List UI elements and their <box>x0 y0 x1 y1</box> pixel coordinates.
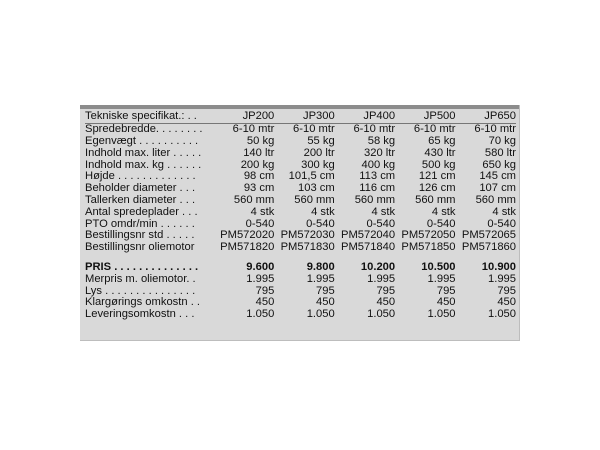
cell-value: 560 mm <box>354 194 396 207</box>
table-row <box>85 309 516 321</box>
cell-value: 320 ltr <box>364 146 396 159</box>
cell-value: PM572040 <box>340 229 396 242</box>
spec-table <box>85 110 516 321</box>
row-label: Lys . . . . . . . . . . . . . . . <box>85 284 196 297</box>
cell-value: 1.995 <box>246 272 275 285</box>
cell-value: 795 <box>497 284 516 297</box>
cell-value: 6-10 mtr <box>474 123 516 136</box>
cell-value: 9.800 <box>306 261 335 274</box>
row-label: Leveringsomkostn . . . <box>85 308 195 321</box>
cell-value: 50 kg <box>246 135 275 148</box>
cell-value: 560 mm <box>415 194 456 207</box>
cell-value: 795 <box>436 284 456 297</box>
cell-value: 6-10 mtr <box>413 123 456 136</box>
cell-value: 1.995 <box>427 272 456 285</box>
cell-value: 200 ltr <box>303 146 335 159</box>
cell-value: 450 <box>255 296 275 309</box>
cell-value: 560 mm <box>475 194 516 207</box>
cell-value: 55 kg <box>307 135 335 148</box>
cell-value: 1.995 <box>367 272 396 285</box>
cell-value: 10.900 <box>481 261 516 274</box>
row-label: Tallerken diameter . . . <box>85 194 196 207</box>
row-label: Højde . . . . . . . . . . . . . <box>85 170 196 183</box>
table-row <box>85 242 516 254</box>
model-header: JP650 <box>484 109 516 122</box>
cell-value: PM572050 <box>401 229 456 242</box>
cell-value: 450 <box>497 296 516 309</box>
cell-value: 103 cm <box>298 182 335 195</box>
cell-value: 0-540 <box>366 217 396 230</box>
row-label: Indhold max. kg . . . . . . <box>85 158 202 171</box>
row-label: Merpris m. oliemotor. . <box>85 272 196 285</box>
cell-value: PM571860 <box>461 241 516 254</box>
table-row <box>85 183 516 195</box>
cell-value: 107 cm <box>479 182 516 195</box>
table-row <box>85 195 516 207</box>
cell-value: 101,5 cm <box>288 170 335 183</box>
row-label: PTO omdr/min . . . . . . <box>85 217 195 230</box>
cell-value: 1.050 <box>246 308 275 321</box>
cell-value: 430 ltr <box>424 146 456 159</box>
cell-value: 121 cm <box>418 170 456 183</box>
cell-value: 6-10 mtr <box>353 123 396 136</box>
cell-value: PM571830 <box>280 241 335 254</box>
cell-value: 116 cm <box>359 182 396 195</box>
table-row <box>85 207 516 219</box>
cell-value: 300 kg <box>301 158 335 171</box>
cell-value: 10.200 <box>360 261 396 274</box>
cell-value: 0-540 <box>426 217 456 230</box>
cell-value: 98 cm <box>243 170 275 183</box>
cell-value: 500 kg <box>421 158 456 171</box>
cell-value: 93 cm <box>243 182 275 195</box>
table-header-row <box>85 110 516 124</box>
row-label: Bestillingsnr oliemotor <box>85 241 195 254</box>
cell-value: 4 stk <box>311 205 335 218</box>
cell-value: PM571850 <box>401 241 456 254</box>
cell-value: PM572030 <box>280 229 335 242</box>
table-row <box>85 262 516 274</box>
cell-value: PM571840 <box>340 241 396 254</box>
cell-value: PM572020 <box>220 229 275 242</box>
cell-value: 795 <box>255 284 275 297</box>
table-row <box>85 159 516 171</box>
header-label: Tekniske specifikat.: . . <box>85 109 197 122</box>
header-bar <box>80 105 519 109</box>
cell-value: 400 kg <box>361 158 396 171</box>
cell-value: 70 kg <box>488 135 516 148</box>
cell-value: 4 stk <box>492 205 516 218</box>
cell-value: 10.500 <box>421 261 456 274</box>
row-label: PRIS . . . . . . . . . . . . . . <box>85 261 199 274</box>
row-label: Beholder diameter . . . <box>85 182 196 195</box>
spec-panel <box>80 105 520 341</box>
cell-value: 0-540 <box>306 217 335 230</box>
table-row <box>85 297 516 309</box>
row-label: Egenvægt . . . . . . . . . . <box>85 135 199 148</box>
cell-value: 140 ltr <box>243 146 275 159</box>
table-row <box>85 218 516 230</box>
cell-value: 0-540 <box>245 217 275 230</box>
row-label: Antal spredeplader . . . <box>85 205 198 218</box>
cell-value: 4 stk <box>250 205 275 218</box>
model-header: JP300 <box>302 109 335 122</box>
cell-value: 1.050 <box>427 308 456 321</box>
table-row <box>85 136 516 148</box>
cell-value: 200 kg <box>240 158 275 171</box>
cell-value: 650 kg <box>482 158 516 171</box>
table-row <box>85 274 516 286</box>
cell-value: 126 cm <box>418 182 456 195</box>
cell-value: 560 mm <box>233 194 275 207</box>
cell-value: PM571820 <box>220 241 275 254</box>
cell-value: 450 <box>316 296 335 309</box>
row-label: Klargørings omkostn . . <box>85 296 201 309</box>
table-row <box>85 148 516 160</box>
cell-value: 1.050 <box>306 308 335 321</box>
cell-value: 65 kg <box>428 135 456 148</box>
cell-value: 1.995 <box>488 272 516 285</box>
table-row <box>85 230 516 242</box>
row-label: Indhold max. liter . . . . . <box>85 146 202 159</box>
cell-value: 113 cm <box>359 170 396 183</box>
cell-value: PM572065 <box>461 229 516 242</box>
cell-value: 145 cm <box>479 170 516 183</box>
cell-value: 1.050 <box>488 308 516 321</box>
cell-value: 450 <box>436 296 456 309</box>
model-header: JP400 <box>363 109 396 122</box>
cell-value: 4 stk <box>371 205 396 218</box>
model-header: JP200 <box>242 109 275 122</box>
cell-value: 6-10 mtr <box>232 123 275 136</box>
table-row <box>85 171 516 183</box>
cell-value: 58 kg <box>367 135 396 148</box>
cell-value: 560 mm <box>294 194 335 207</box>
cell-value: 1.050 <box>367 308 396 321</box>
cell-value: 450 <box>376 296 396 309</box>
cell-value: 9.600 <box>246 261 275 274</box>
table-row <box>85 124 516 136</box>
cell-value: 4 stk <box>431 205 456 218</box>
row-label: Spredebredde. . . . . . . . <box>85 123 203 136</box>
cell-value: 795 <box>376 284 396 297</box>
cell-value: 1.995 <box>306 272 335 285</box>
cell-value: 580 ltr <box>484 146 516 159</box>
model-header: JP500 <box>423 109 456 122</box>
row-label: Bestillingsnr std . . . . . <box>85 229 195 242</box>
table-row <box>85 285 516 297</box>
cell-value: 795 <box>316 284 335 297</box>
cell-value: 6-10 mtr <box>293 123 335 136</box>
cell-value: 0-540 <box>487 217 516 230</box>
